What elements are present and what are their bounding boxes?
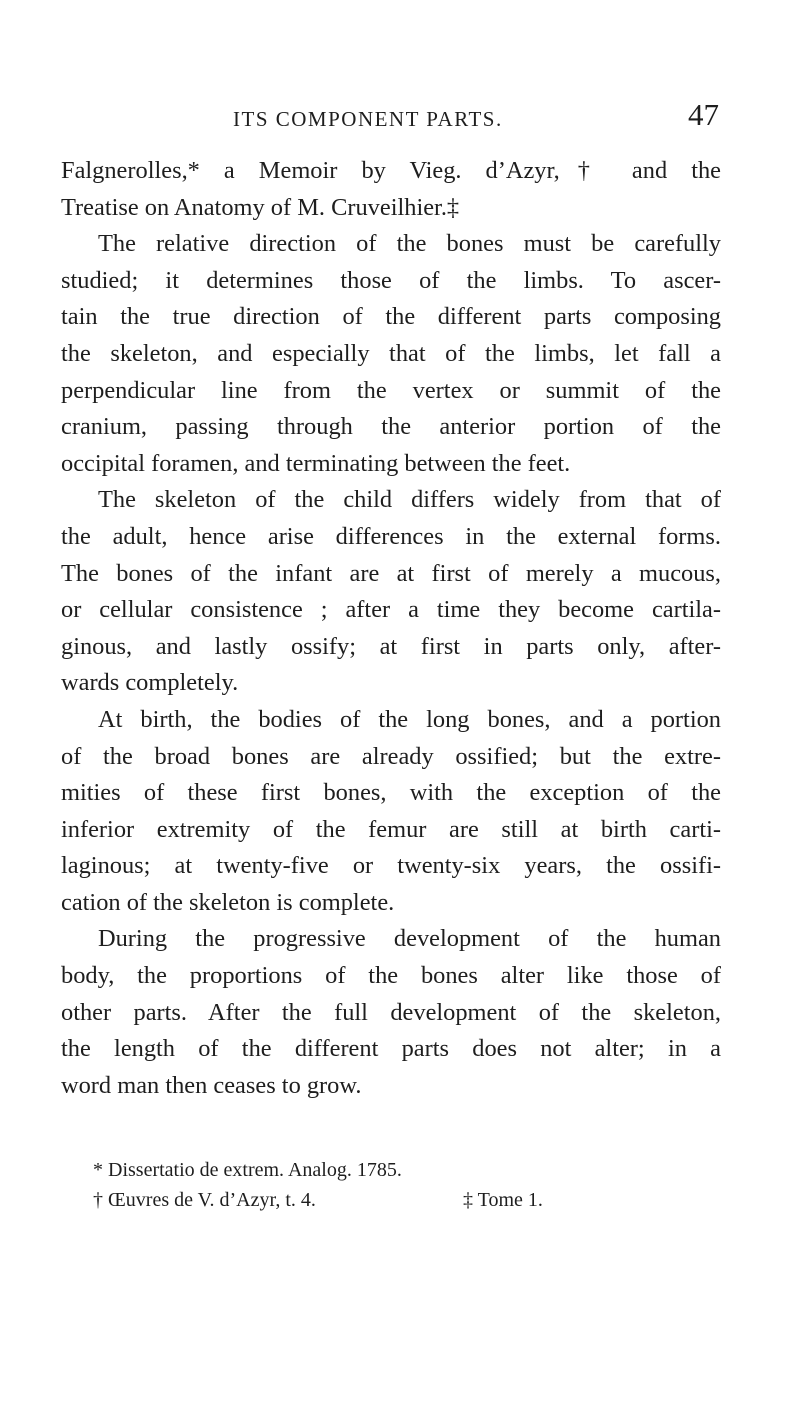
text-line: the adult, hence arise differences in the external forms.	[61, 522, 721, 550]
text-line: cation of the skeleton is complete.	[61, 888, 395, 916]
paragraph-start-line: At birth, the bodies of the long bones, and a portion	[98, 705, 721, 733]
text-line: the skeleton, and especially that of the limbs, let fall a	[61, 339, 721, 367]
text-line: or cellular consistence ; after a time they become cartila-	[61, 596, 721, 624]
text-line: laginous; at twenty-five or twenty-six years, the ossifi-	[61, 852, 721, 880]
text-line: the length of the different parts does not alter; in a	[61, 1035, 721, 1063]
footnotes	[93, 1155, 653, 1215]
text-line: word man then ceases to grow.	[61, 1071, 362, 1099]
footnote-dagger: † Œuvres de V. d’Azyr, t. 4.	[93, 1189, 316, 1211]
text-line: Falgnerolles,* a Memoir by Vieg. d’Azyr,† and the	[61, 157, 721, 184]
footnote-asterisk: * Dissertatio de extrem. Analog. 1785.	[93, 1159, 402, 1181]
text-line: tain the true direction of the different parts composing	[61, 303, 721, 331]
text-line: body, the proportions of the bones alter like those of	[61, 962, 721, 990]
text-line: Treatise on Anatomy of M. Cruveilhier.‡	[61, 193, 460, 221]
text-line: wards completely.	[61, 669, 239, 697]
text-line: perpendicular line from the vertex or summit of the	[61, 376, 721, 404]
paragraph-start-line: The skeleton of the child differs widely from that of	[98, 486, 721, 514]
text-line: inferior extremity of the femur are still at birth carti-	[61, 815, 721, 843]
text-line: studied; it determines those of the limbs. To ascer-	[61, 266, 721, 294]
text-line: The bones of the infant are at first of merely a mucous,	[61, 559, 721, 587]
text-line: of the broad bones are already ossified; but the extre-	[61, 742, 721, 770]
page-number: 47	[688, 97, 719, 132]
text-line: mities of these first bones, with the exception of the	[61, 779, 721, 807]
text-line: other parts. After the full development of the skeleton,	[61, 998, 721, 1026]
running-head	[61, 93, 719, 133]
text-line: occipital foramen, and terminating between the feet.	[61, 449, 571, 477]
footnote-line	[93, 1185, 653, 1215]
text-line: ginous, and lastly ossify; at first in parts only, after-	[61, 632, 721, 660]
paragraph-start-line: During the progressive development of the human	[98, 925, 721, 953]
text-line: cranium, passing through the anterior portion of the	[61, 413, 721, 441]
paragraph-start-line: The relative direction of the bones must be carefully	[98, 230, 721, 258]
footnote-line	[93, 1155, 653, 1185]
body-text	[61, 153, 721, 1104]
footnote-double-dagger: ‡ Tome 1.	[463, 1189, 543, 1211]
running-title: ITS COMPONENT PARTS.	[233, 107, 503, 131]
